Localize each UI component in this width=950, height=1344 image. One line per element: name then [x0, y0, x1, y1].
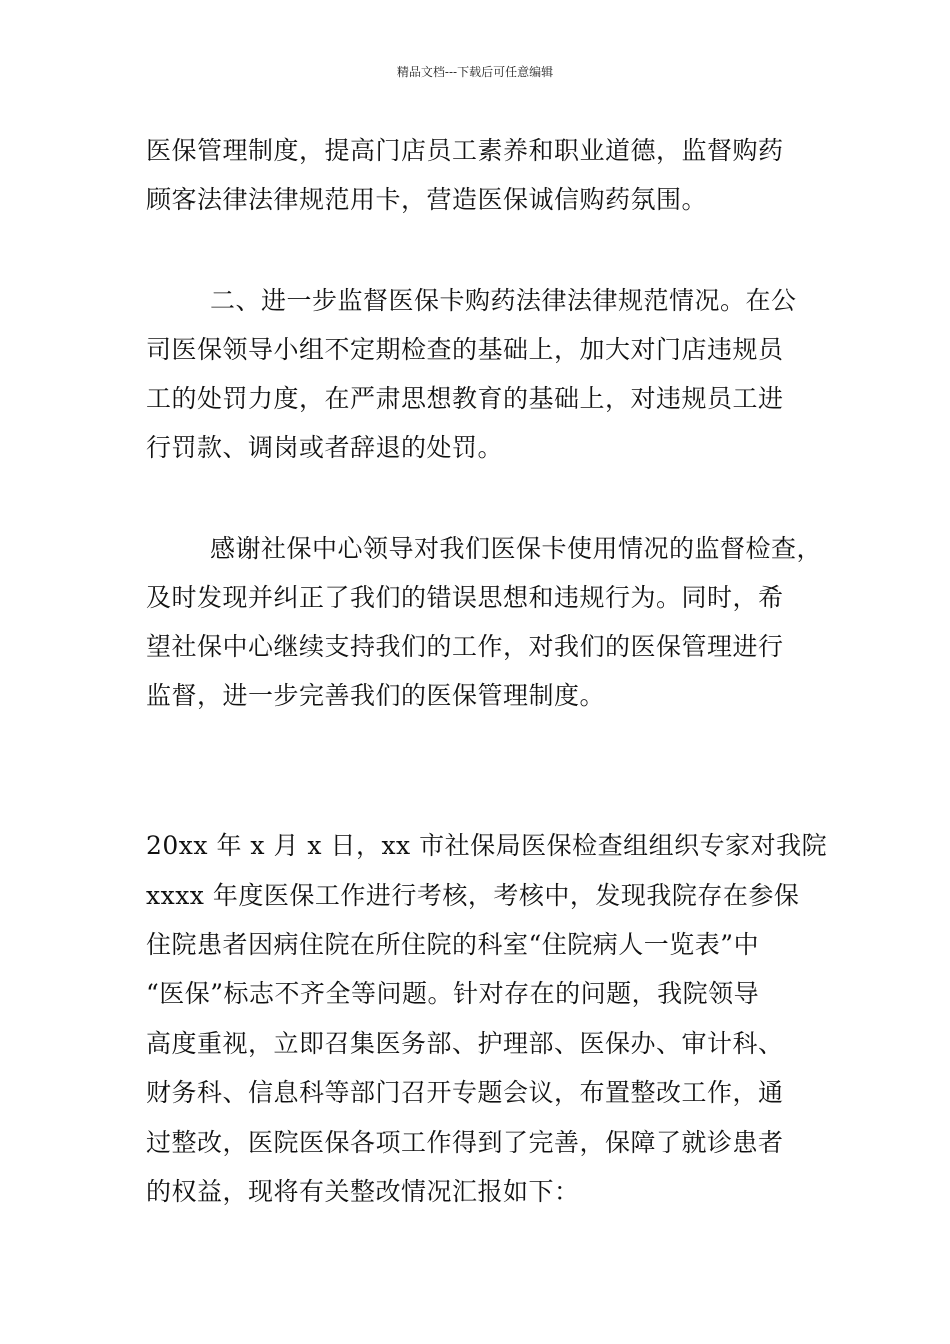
paragraph-2-line-3: 工的处罚力度，在严肃思想教育的基础上，对违规员工进 — [146, 384, 784, 413]
paragraph-3-line-3: 望社保中心继续支持我们的工作，对我们的医保管理进行 — [146, 632, 784, 661]
paragraph-4-line-3: 住院患者因病住院在所住院的科室“住院病人一览表”中 — [146, 930, 760, 959]
paragraph-2-line-1: 二、进一步监督医保卡购药法律法律规范情况。在公 — [210, 286, 797, 315]
paragraph-4-line-6: 财务科、信息科等部门召开专题会议，布置整改工作，通 — [146, 1078, 784, 1107]
paragraph-3-line-2: 及时发现并纠正了我们的错误思想和违规行为。同时，希 — [146, 583, 784, 612]
paragraph-4-line-1: 20xx 年 x 月 x 日，xx 市社保局医保检查组组织专家对我院 — [146, 831, 828, 860]
paragraph-4-line-4: “医保”标志不齐全等问题。针对存在的问题，我院领导 — [146, 979, 760, 1008]
paragraph-4-line-7: 过整改，医院医保各项工作得到了完善，保障了就诊患者 — [146, 1128, 784, 1157]
paragraph-3-line-1: 感谢社保中心领导对我们医保卡使用情况的监督检查， — [210, 534, 823, 563]
paragraph-4-line-5: 高度重视，立即召集医务部、护理部、医保办、审计科、 — [146, 1029, 784, 1058]
paragraph-4-line-2: xxxx 年度医保工作进行考核，考核中，发现我院存在参保 — [146, 881, 800, 910]
paragraph-3-line-4: 监督，进一步完善我们的医保管理制度。 — [146, 681, 606, 710]
paragraph-1-line-1: 医保管理制度，提高门店员工素养和职业道德，监督购药 — [146, 136, 784, 165]
paragraph-4-line-8: 的权益，现将有关整改情况汇报如下： — [146, 1177, 580, 1206]
page-header: 精品文档---下载后可任意编辑 — [396, 65, 554, 79]
paragraph-2-line-2: 司医保领导小组不定期检查的基础上，加大对门店违规员 — [146, 335, 784, 364]
paragraph-1-line-2: 顾客法律法律规范用卡，营造医保诚信购药氛围。 — [146, 185, 708, 214]
paragraph-2-line-4: 行罚款、调岗或者辞退的处罚。 — [146, 433, 504, 462]
